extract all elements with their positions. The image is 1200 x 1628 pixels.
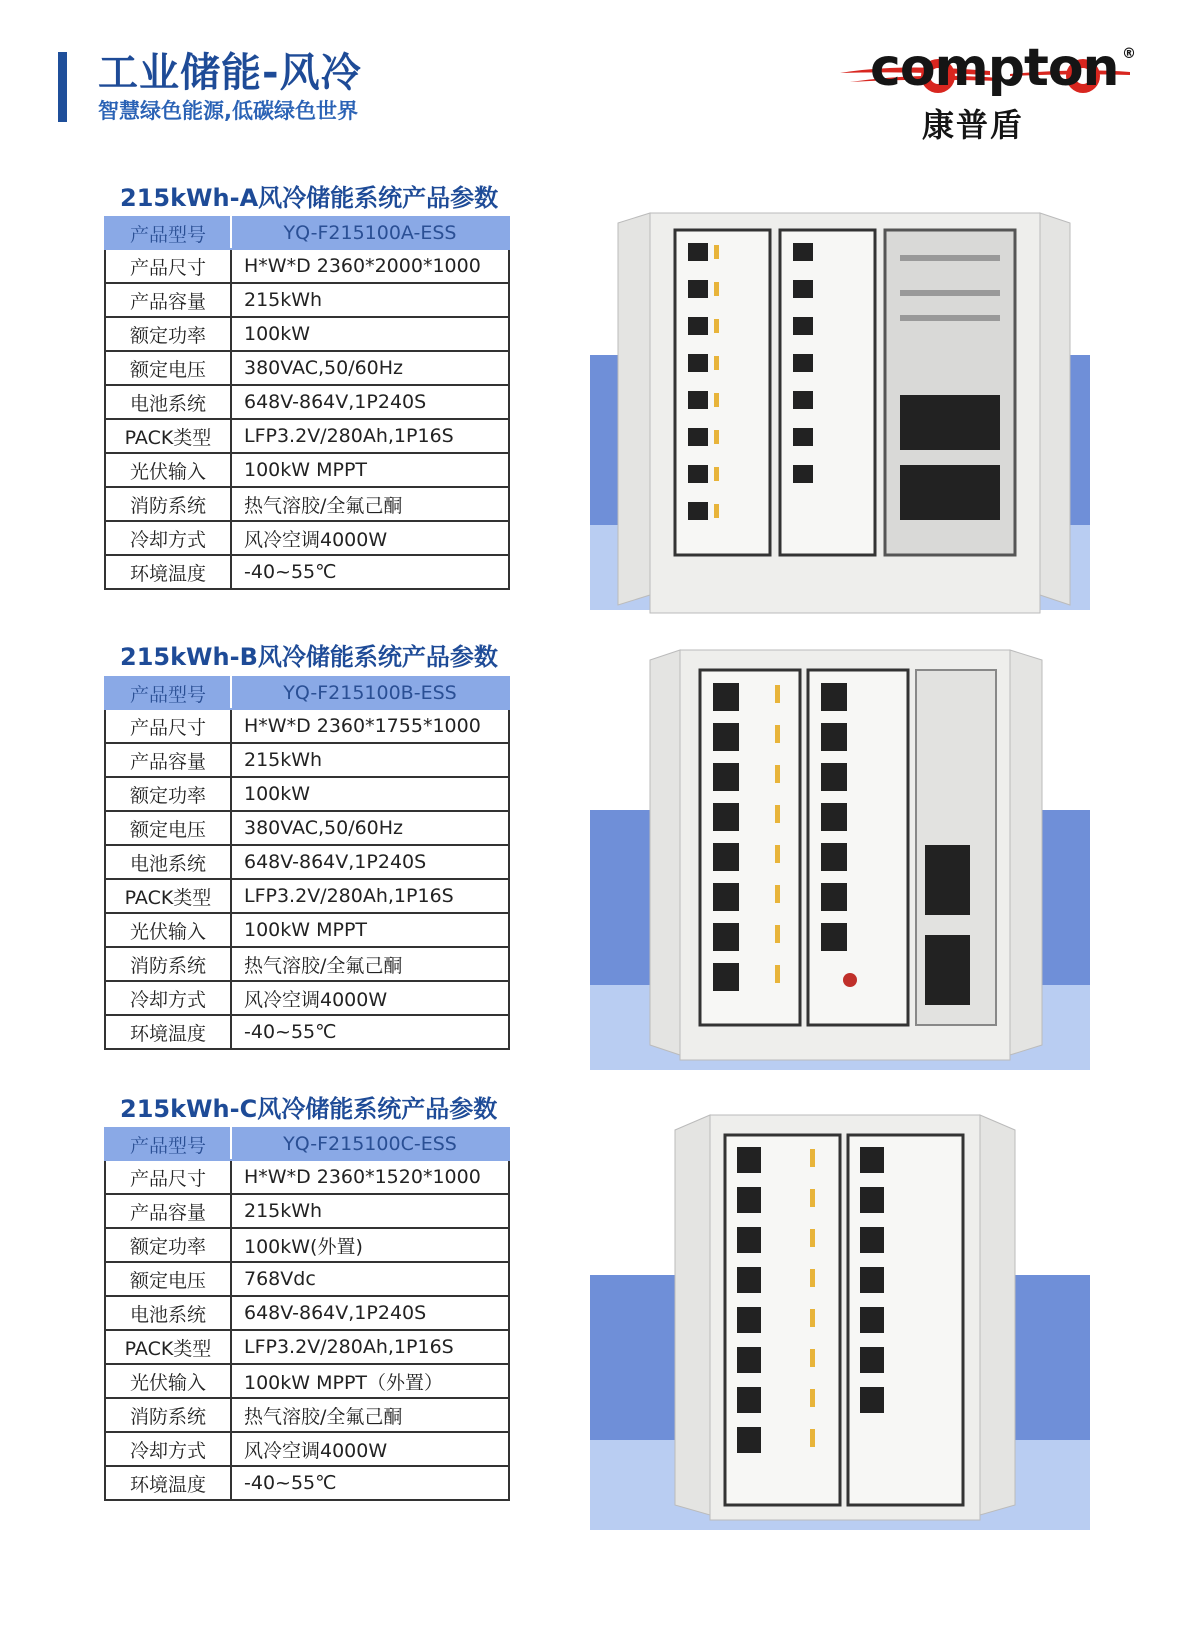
spec-row <box>105 1015 509 1049</box>
spec-row <box>105 811 509 845</box>
spec-header-row <box>105 1128 509 1160</box>
spec-label: 消防系统 <box>105 947 231 981</box>
spec-label: 额定电压 <box>105 351 231 385</box>
spec-label: 冷却方式 <box>105 521 231 555</box>
spec-value: YQ-F215100B-ESS <box>231 677 509 709</box>
spec-label: 冷却方式 <box>105 981 231 1015</box>
section-a-title: 215kWh-A风冷储能系统产品参数 <box>120 184 499 212</box>
registered-mark: ® <box>1122 46 1136 62</box>
spec-label: 产品尺寸 <box>105 1160 231 1194</box>
spec-value: 热气溶胶/全氟己酮 <box>231 487 509 521</box>
spec-label: 额定功率 <box>105 1228 231 1262</box>
spec-value: -40~55℃ <box>231 555 509 589</box>
spec-value: -40~55℃ <box>231 1015 509 1049</box>
spec-value: 100kW(外置) <box>231 1228 509 1262</box>
spec-row <box>105 981 509 1015</box>
spec-header-row <box>105 217 509 249</box>
spec-label: 额定功率 <box>105 777 231 811</box>
spec-row <box>105 1262 509 1296</box>
cabinet-c-image <box>580 1105 1100 1535</box>
section-c-title: 215kWh-C风冷储能系统产品参数 <box>120 1095 498 1123</box>
spec-label: 光伏输入 <box>105 453 231 487</box>
cabinet-a-image <box>580 195 1100 615</box>
spec-row <box>105 1432 509 1466</box>
section-b-title: 215kWh-B风冷储能系统产品参数 <box>120 643 498 671</box>
spec-label: 光伏输入 <box>105 913 231 947</box>
spec-label: 电池系统 <box>105 1296 231 1330</box>
spec-label: 消防系统 <box>105 487 231 521</box>
spec-value: 风冷空调4000W <box>231 1432 509 1466</box>
page-title: 工业储能-风冷 <box>98 50 362 96</box>
spec-row <box>105 453 509 487</box>
spec-row <box>105 521 509 555</box>
spec-header-row <box>105 677 509 709</box>
cabinet-b-image <box>580 645 1100 1075</box>
spec-row <box>105 555 509 589</box>
spec-label: 产品尺寸 <box>105 709 231 743</box>
spec-value: H*W*D 2360*1755*1000 <box>231 709 509 743</box>
spec-row <box>105 1398 509 1432</box>
spec-row <box>105 777 509 811</box>
spec-label: 环境温度 <box>105 1015 231 1049</box>
spec-label: 额定功率 <box>105 317 231 351</box>
spec-label: 电池系统 <box>105 385 231 419</box>
spec-label: 额定电压 <box>105 811 231 845</box>
spec-value: 215kWh <box>231 283 509 317</box>
spec-label: PACK类型 <box>105 419 231 453</box>
compton-logo <box>840 38 1140 148</box>
spec-row <box>105 283 509 317</box>
spec-table-b <box>104 676 510 1050</box>
spec-row <box>105 1194 509 1228</box>
spec-label: 产品型号 <box>105 1128 231 1160</box>
spec-label: 额定电压 <box>105 1262 231 1296</box>
spec-value: H*W*D 2360*1520*1000 <box>231 1160 509 1194</box>
spec-row <box>105 879 509 913</box>
spec-value: 100kW MPPT <box>231 913 509 947</box>
spec-label: 光伏输入 <box>105 1364 231 1398</box>
spec-value: 215kWh <box>231 1194 509 1228</box>
spec-label: 环境温度 <box>105 555 231 589</box>
spec-row <box>105 385 509 419</box>
spec-value: 768Vdc <box>231 1262 509 1296</box>
spec-table-a <box>104 216 510 590</box>
spec-value: LFP3.2V/280Ah,1P16S <box>231 1330 509 1364</box>
spec-row <box>105 317 509 351</box>
spec-row <box>105 1228 509 1262</box>
spec-label: PACK类型 <box>105 879 231 913</box>
spec-value: H*W*D 2360*2000*1000 <box>231 249 509 283</box>
spec-label: 产品尺寸 <box>105 249 231 283</box>
spec-label: 电池系统 <box>105 845 231 879</box>
spec-value: 648V-864V,1P240S <box>231 845 509 879</box>
spec-row <box>105 249 509 283</box>
spec-value: -40~55℃ <box>231 1466 509 1500</box>
spec-value: 风冷空调4000W <box>231 981 509 1015</box>
spec-value: 648V-864V,1P240S <box>231 385 509 419</box>
spec-value: YQ-F215100A-ESS <box>231 217 509 249</box>
spec-value: 热气溶胶/全氟己酮 <box>231 1398 509 1432</box>
spec-label: 产品容量 <box>105 1194 231 1228</box>
spec-row <box>105 1466 509 1500</box>
spec-row <box>105 487 509 521</box>
spec-value: LFP3.2V/280Ah,1P16S <box>231 419 509 453</box>
spec-value: 热气溶胶/全氟己酮 <box>231 947 509 981</box>
spec-value: 648V-864V,1P240S <box>231 1296 509 1330</box>
spec-value: 100kW MPPT <box>231 453 509 487</box>
spec-label: 冷却方式 <box>105 1432 231 1466</box>
spec-label: 产品容量 <box>105 283 231 317</box>
spec-label: PACK类型 <box>105 1330 231 1364</box>
spec-value: 风冷空调4000W <box>231 521 509 555</box>
spec-row <box>105 743 509 777</box>
spec-row <box>105 1160 509 1194</box>
spec-row <box>105 1330 509 1364</box>
spec-value: 100kW <box>231 777 509 811</box>
spec-row <box>105 351 509 385</box>
spec-value: 215kWh <box>231 743 509 777</box>
spec-row <box>105 709 509 743</box>
page-subtitle: 智慧绿色能源,低碳绿色世界 <box>98 99 358 123</box>
spec-label: 产品型号 <box>105 677 231 709</box>
spec-label: 产品型号 <box>105 217 231 249</box>
spec-label: 产品容量 <box>105 743 231 777</box>
logo-wordmark: compton <box>870 38 1119 98</box>
spec-row <box>105 845 509 879</box>
spec-value: 100kW MPPT（外置） <box>231 1364 509 1398</box>
spec-label: 消防系统 <box>105 1398 231 1432</box>
spec-table-c <box>104 1127 510 1501</box>
logo-chinese-name: 康普盾 <box>922 106 1025 144</box>
spec-value: 380VAC,50/60Hz <box>231 811 509 845</box>
spec-row <box>105 1364 509 1398</box>
spec-row <box>105 947 509 981</box>
spec-value: 380VAC,50/60Hz <box>231 351 509 385</box>
spec-row <box>105 1296 509 1330</box>
spec-row <box>105 913 509 947</box>
spec-value: YQ-F215100C-ESS <box>231 1128 509 1160</box>
spec-value: LFP3.2V/280Ah,1P16S <box>231 879 509 913</box>
spec-label: 环境温度 <box>105 1466 231 1500</box>
spec-value: 100kW <box>231 317 509 351</box>
title-accent-bar <box>58 52 67 122</box>
spec-row <box>105 419 509 453</box>
